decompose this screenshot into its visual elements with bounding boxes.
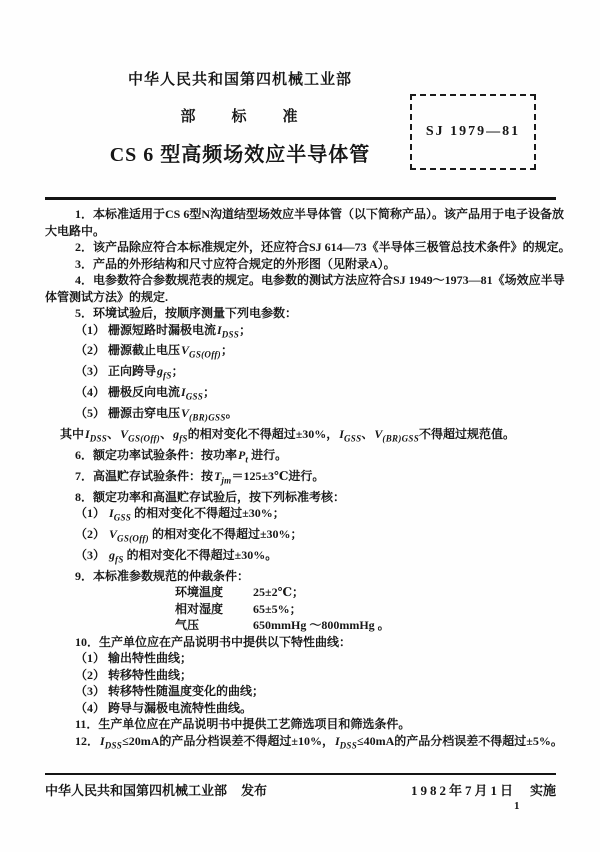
symbol: I: [100, 733, 105, 748]
symbol-subscript: DSS: [221, 328, 240, 339]
symbol: V: [109, 527, 118, 542]
text-run: 11．生产单位应在产品说明书中提供工艺筛选项目和筛选条件。: [75, 717, 411, 732]
symbol: g: [157, 364, 164, 379]
text-run: 进行。: [248, 447, 288, 462]
clause-line: [45, 650, 565, 667]
text-run: 25±2℃；: [253, 585, 304, 600]
implementation-line: [411, 780, 556, 799]
text-run: 其中: [60, 426, 85, 441]
clause-line: [45, 547, 565, 568]
text-run: 2．该产品除应符合本标准规定外，还应符合SJ 614—73《半导体三极管总技术条件》的规定。: [75, 240, 571, 254]
text-run: （2） 转移特性曲线；: [75, 667, 193, 682]
text-run: 8．额定功率和高温贮存试验后，按下列标准考核：: [75, 489, 346, 504]
symbol-subscript: DSS: [89, 433, 108, 444]
symbol-subscript: GS(Off): [189, 349, 221, 360]
text-run: 大电路中。: [45, 223, 106, 238]
clause-line: [45, 322, 565, 343]
text-run: 的相对变化不得超过±30%；: [131, 506, 285, 521]
symbol: I: [339, 426, 344, 441]
standard-type-label: 部 标 准: [180, 109, 300, 125]
symbol: V: [181, 343, 190, 358]
publish-label: 发布: [241, 783, 268, 798]
implement-label: 实施: [529, 783, 556, 798]
text-run: 、: [361, 426, 374, 441]
clause-line: [45, 272, 565, 289]
clause-line: [45, 223, 565, 240]
symbol: V: [374, 426, 383, 441]
text-run: （5） 栅源击穿电压: [75, 406, 181, 421]
clause-line: [45, 489, 565, 506]
text-run: 5．环境试验后，按顺序测量下列电参数：: [75, 306, 298, 320]
publisher-name: 中华人民共和国第四机械工业部: [45, 783, 228, 798]
clause-line: [45, 700, 565, 717]
text-run: （2） 栅源截止电压: [75, 343, 181, 358]
symbol: I: [109, 506, 114, 521]
symbol-subscript: jm: [221, 475, 232, 486]
symbol-subscript: fS: [179, 433, 188, 444]
clause-line: [45, 405, 565, 426]
clause-line: [45, 601, 565, 618]
standard-number: SJ 1979—81: [425, 124, 521, 139]
clause-line: [45, 505, 565, 526]
text-run: 、: [107, 426, 120, 441]
clause-line: [45, 617, 565, 634]
clause-line: [45, 384, 565, 405]
symbol-subscript: DSS: [104, 740, 123, 751]
text-run: ≤40mA的产品分档误差不得超过±5%。: [357, 733, 563, 748]
clause-line: [45, 305, 565, 322]
symbol-subscript: GSS: [185, 391, 204, 402]
text-run: （1）: [75, 506, 109, 521]
page-title: CS 6 型高频场效应半导体管: [109, 144, 371, 166]
text-run: 1．本标准适用于CS 6型N沟道结型场效应半导体管（以下简称产品）。该产品用于电子设备放: [75, 207, 565, 221]
document-header: [0, 68, 480, 126]
text-run: 6．额定功率试验条件：按功率: [75, 447, 238, 462]
condition-label: 气压: [175, 618, 200, 633]
text-run: 3．产品的外形结构和尺寸应符合规定的外形图（见附录A）。: [75, 256, 396, 271]
clause-list: [45, 206, 571, 754]
publisher-line: [45, 780, 267, 799]
text-run: （3） 转移特性随温度变化的曲线；: [75, 684, 265, 699]
text-run: 体管测试方法》的规定.: [45, 289, 169, 304]
footer-divider-rule: [45, 773, 556, 775]
clause-line: [45, 256, 565, 273]
symbol: P: [238, 447, 246, 462]
header-divider-rule: [45, 197, 556, 200]
clause-line: [45, 526, 565, 547]
condition-label: 相对湿度: [175, 601, 224, 616]
document-footer: [45, 780, 556, 799]
clause-line: [45, 239, 571, 256]
text-run: 650mmHg ～800mmHg 。: [253, 618, 390, 633]
text-run: ；: [220, 343, 233, 358]
text-run: （4） 栅极反向电流: [75, 385, 181, 400]
symbol-subscript: DSS: [339, 740, 358, 751]
clause-line: [45, 667, 565, 684]
text-run: ；: [239, 322, 252, 337]
text-run: 12．: [75, 733, 100, 748]
clause-line: [45, 342, 565, 363]
symbol-subscript: (BR)GSS: [382, 433, 420, 444]
text-run: 的相对变化不得超过±30%，: [187, 426, 339, 441]
ministry-name: 中华人民共和国第四机械工业部: [127, 72, 352, 88]
symbol-subscript: GSS: [113, 512, 132, 523]
text-run: 10．生产单位应在产品说明书中提供以下特性曲线：: [75, 634, 352, 649]
implementation-date: 1982年7月1日: [410, 783, 516, 798]
text-run: 的相对变化不得超过±30%；: [148, 527, 303, 542]
clause-line: [45, 733, 565, 754]
clause-line: [45, 568, 565, 585]
text-run: （3） 正向跨导: [75, 364, 157, 379]
symbol-subscript: GSS: [343, 433, 362, 444]
text-run: （1） 输出特性曲线；: [75, 651, 193, 666]
symbol-subscript: GS(Off): [117, 533, 149, 544]
clause-line: [45, 426, 565, 447]
text-run: （1） 栅源短路时漏极电流: [75, 322, 217, 337]
text-run: 。: [225, 406, 238, 421]
symbol: I: [85, 426, 90, 441]
text-run: （4） 跨导与漏极电流特性曲线。: [75, 700, 253, 715]
text-run: 4．电参数符合参数规范表的规定。电参数的测试方法应符合SJ 1949～1973—81《场效应半导: [75, 273, 565, 287]
text-run: ；: [203, 385, 216, 400]
symbol: V: [181, 406, 190, 421]
symbol-subscript: fS: [115, 554, 124, 565]
page-number: 1: [514, 800, 520, 812]
text-run: 不得超过规范值。: [419, 426, 516, 441]
symbol: g: [173, 426, 180, 441]
text-run: ；: [171, 364, 184, 379]
text-run: 7．高温贮存试验条件：按: [75, 468, 214, 483]
symbol: T: [214, 468, 222, 483]
text-run: （3）: [75, 547, 109, 562]
symbol: I: [217, 322, 222, 337]
symbol: I: [181, 385, 186, 400]
text-run: ≤20mA的产品分档误差不得超过±10%，: [122, 733, 334, 748]
clause-line: [45, 716, 565, 733]
text-run: （2）: [75, 527, 109, 542]
symbol: g: [109, 547, 116, 562]
text-run: 的相对变化不得超过±30%。: [123, 547, 278, 562]
symbol: I: [334, 733, 340, 748]
symbol-subscript: fS: [163, 370, 172, 381]
text-run: ＝125±3℃进行。: [231, 468, 325, 483]
clause-line: [45, 683, 565, 700]
clause-line: [45, 447, 565, 468]
symbol: V: [120, 426, 129, 441]
symbol-subscript: (BR)GSS: [189, 412, 226, 423]
clause-line: [45, 289, 565, 306]
clause-line: [45, 468, 565, 489]
symbol-subscript: GS(Off): [128, 433, 161, 444]
text-run: 65±5%；: [253, 601, 302, 616]
clause-line: [45, 363, 565, 384]
clause-line: [45, 206, 565, 223]
clause-line: [45, 584, 565, 601]
text-run: 、: [160, 426, 173, 441]
clause-line: [45, 634, 565, 651]
symbol-subscript: t: [245, 454, 249, 465]
condition-label: 环境温度: [175, 585, 224, 600]
text-run: 9．本标准参数规范的仲裁条件：: [75, 568, 250, 583]
